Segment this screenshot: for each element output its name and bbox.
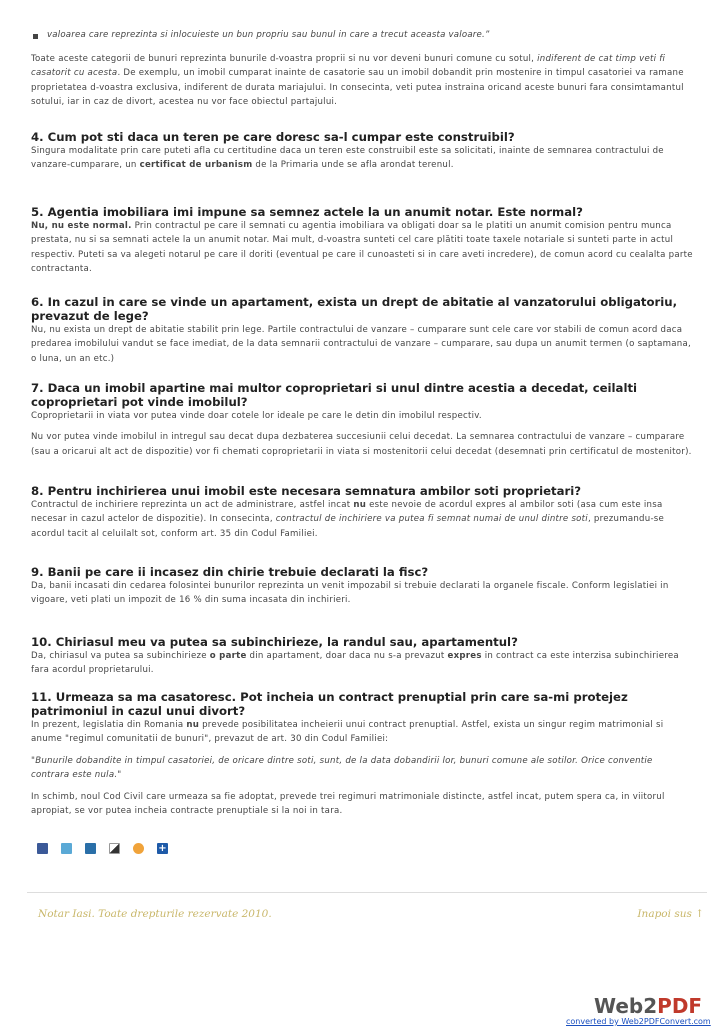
question-11-answer-1: In prezent, legislatia din Romania nu prevede posibilitatea incheierii unui contract prenuptial. Astfel, exista un singur regim matrimonial si anume "regimul comunitatii de bunuri", prevazut de art. 30 din Codul Familiei: <box>31 720 664 745</box>
question-7 <box>31 381 693 466</box>
question-4 <box>31 130 693 180</box>
intro-bullet: valoarea care reprezinta si inlocuieste un bun propriu sau bunul in care a trecut aceasta valoare.” <box>31 30 693 40</box>
logo-web-text: Web2 <box>594 994 658 1018</box>
question-9-title: 9. Banii pe care ii incasez din chirie trebuie declarati la fisc? <box>31 565 429 579</box>
question-5 <box>31 205 693 284</box>
question-11 <box>31 690 693 825</box>
question-7-answer-1: Coproprietarii in viata vor putea vinde doar cotele lor ideale pe care le detin din imobilul respectiv. <box>31 411 482 421</box>
linkedin-icon[interactable] <box>85 843 96 854</box>
question-9 <box>31 565 693 615</box>
question-6-answer: Nu, nu exista un drept de abitatie stabilit prin lege. Partile contractului de vanzare – cumparare sunt cele care vor stabili de comun acord daca predarea imobilului vandut se face imediat, de la data semnarii contractului de vanzare – cumparare, sau dupa un anumit termen (o saptamana, o luna, un an etc.) <box>31 325 691 364</box>
question-4-title: 4. Cum pot sti daca un teren pe care doresc sa-l cumpar este construibil? <box>31 130 515 144</box>
twitter-icon[interactable] <box>61 843 72 854</box>
article-content <box>31 30 693 117</box>
question-10-title: 10. Chiriasul meu va putea sa subinchirieze, la randul sau, apartamentul? <box>31 635 518 649</box>
share-plus-icon[interactable]: + <box>158 843 167 854</box>
footer-divider <box>27 892 707 893</box>
question-6-title: 6. In cazul in care se vinde un apartament, exista un drept de abitatie al vanzatorului obligatoriu, prevazut de lege? <box>31 295 678 323</box>
question-5-title: 5. Agentia imobiliara imi impune sa semnez actele la un anumit notar. Este normal? <box>31 205 583 219</box>
question-11-quote: "Bunurile dobandite in timpul casatoriei, de oricare dintre soti, sunt, de la data dobandirii lor, bunuri comune ale sotilor. Orice conventie contrara este nula." <box>31 755 653 781</box>
question-8 <box>31 484 693 548</box>
digg-icon[interactable] <box>133 843 144 854</box>
intro-paragraph: Toate aceste categorii de bunuri reprezinta bunurile d-voastra proprii si nu vor deveni bunuri comune cu sotul, indiferent de cat timp veti fi casatorit cu acesta. De exemplu, un imobil cumparat inainte de casatorie sau un imobil dobandit prin mostenire in timpul casatoriei va ramane proprietatea d-voastra exclusiva, indiferent de durata mariajului. In consecinta, veti putea instraina oricand aceste bunuri fara consimtamantul sotului, iar in caz de divort, acestea nu vor face obiectul partajului. <box>31 54 684 108</box>
question-7-answer-2: Nu vor putea vinde imobilul in intregul sau decat dupa dezbaterea succesiunii celui decedat. La semnarea contractului de vanzare – cumparare (sau a oricarui alt act de dispozitie) vor fi chemati coproprietarii in viata si mostenitorii celui decedat (desemnati prin certificatul de mostenitor). <box>31 432 692 457</box>
converter-link[interactable]: converted by Web2PDFConvert.com <box>566 1017 711 1026</box>
question-7-title: 7. Daca un imobil apartine mai multor coproprietari si unul dintre acestia a decedat, ceilalti coproprietari pot vinde imobilul? <box>31 381 638 409</box>
web2pdf-logo <box>594 994 702 1018</box>
question-11-answer-3: In schimb, noul Cod Civil care urmeaza sa fie adoptat, prevede trei regimuri matrimoniale distincte, astfel incat, putem spera ca, in viitorul apropiat, se vor putea incheia contracte prenuptiale si la noi in tara. <box>31 791 665 817</box>
question-6 <box>31 295 693 373</box>
delicious-icon[interactable] <box>109 843 120 854</box>
social-share-bar <box>37 843 168 854</box>
question-4-answer: Singura modalitate prin care puteti afla cu certitudine daca un teren este construibil este sa solicitati, inainte de semnarea contractului de vanzare-cumparare, un certificat de urbanism de la Primaria unde se afla arondat terenul. <box>31 146 664 171</box>
logo-pdf-text: PDF <box>657 994 703 1018</box>
back-to-top-link[interactable]: Inapoi sus ↑ <box>637 908 704 920</box>
footer-copyright: Notar Iasi. Toate drepturile rezervate 2010. <box>38 908 272 920</box>
question-10-answer: Da, chiriasul va putea sa subinchirieze o parte din apartament, doar daca nu s-a prevazut expres in contract ca este interzisa subinchirierea fara acordul proprietarului. <box>31 651 679 676</box>
facebook-icon[interactable] <box>37 843 48 854</box>
question-11-title: 11. Urmeaza sa ma casatoresc. Pot incheia un contract prenuptial prin care sa-mi protejez patrimoniul in cazul unui divort? <box>31 690 628 718</box>
question-10 <box>31 635 693 685</box>
question-8-title: 8. Pentru inchirierea unui imobil este necesara semnatura ambilor soti proprietari? <box>31 484 582 498</box>
question-8-answer: Contractul de inchiriere reprezinta un act de administrare, astfel incat nu este nevoie de acordul expres al ambilor soti (asa cum este insa necesar in cazul actelor de dispozitie). In consecinta, contractul de inchiriere va putea fi semnat numai de unul dintre soti, prezumandu-se acordul tacit al celuilalt sot, conform art. 35 din Codul Familiei. <box>31 500 665 539</box>
question-9-answer: Da, banii incasati din cedarea folosintei bunurilor reprezinta un venit impozabil si trebuie declarati la organele fiscale. Conform legislatiei in vigoare, veti plati un impozit de 16 % din suma incasata din inchirieri. <box>31 581 669 606</box>
question-5-answer: Nu, nu este normal. Prin contractul pe care il semnati cu agentia imobiliara va obligati doar sa le platiti un anumit comision pentru munca prestata, nu si sa semnati actele la un anumit notar. Mai mult, d-voastra sunteti cel care plătiti toate taxele notariale si sunteti parte in actul respectiv. Puteti sa va alegeti notarul pe care il doriti (eventual pe care il cunoasteti si in care aveti incredere), de comun acord cu cealalta parte contractanta. <box>31 221 693 275</box>
